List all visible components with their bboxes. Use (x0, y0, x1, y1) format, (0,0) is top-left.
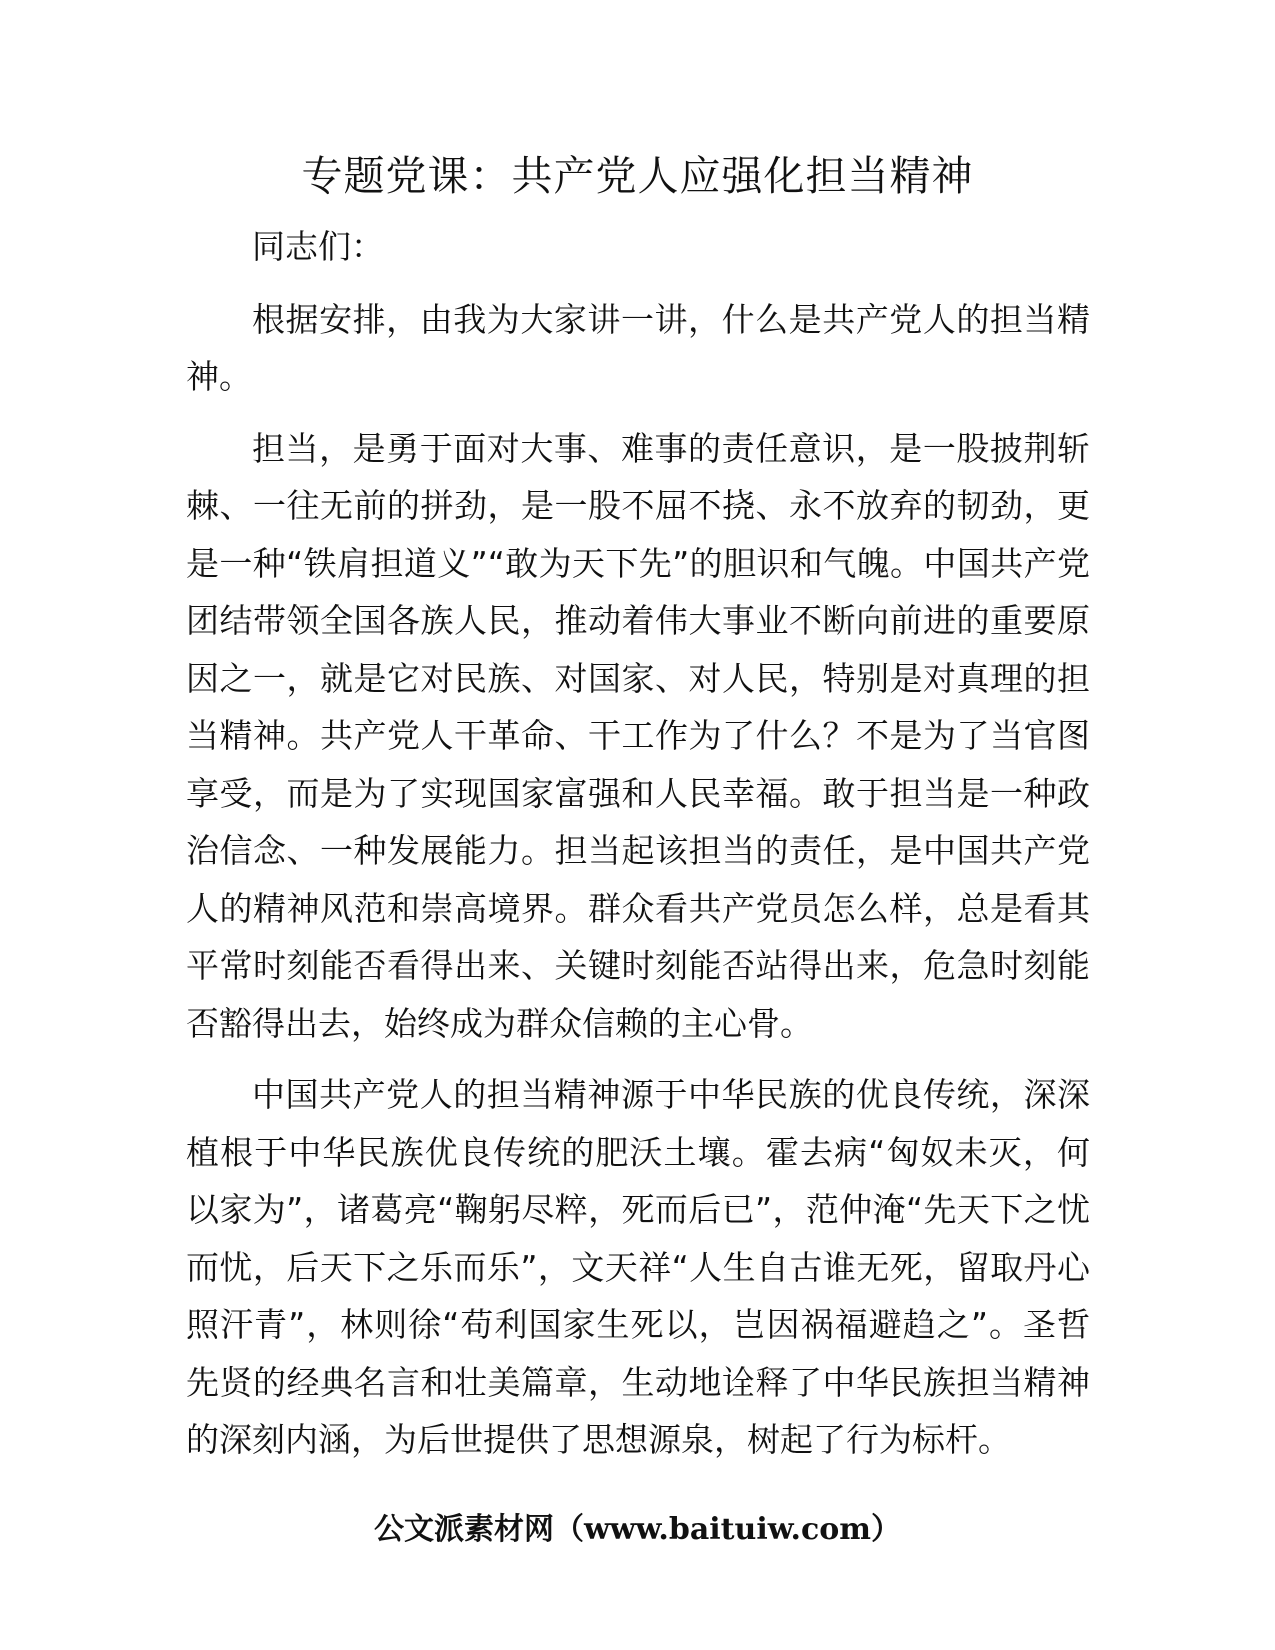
document-body (186, 218, 1090, 1483)
salutation: 同志们： (252, 227, 384, 266)
paragraph-tradition: 中国共产党人的担当精神源于中华民族的优良传统，深深植根于中华民族优良传统的肥沃土壤。霍去病“匈奴未灭，何以家为”，诸葛亮“鞠躬尽粹，死而后已”，范仲淹“先天下之忧而忧，后天下之乐而乐”，文天祥“人生自古谁无死，留取丹心照汗青”，林则徐“苟利国家生死以，岂因祸福避趋之”。圣哲先贤的经典名言和壮美篇章，生动地诠释了中华民族担当精神的深刻内涵，为后世提供了思想源泉，树起了行为标杆。 (186, 1075, 1090, 1459)
document-title: 专题党课：共产党人应强化担当精神 (301, 152, 974, 200)
paragraph-intro: 根据安排，由我为大家讲一讲，什么是共产党人的担当精神。 (186, 299, 1090, 396)
paragraph-definition: 担当，是勇于面对大事、难事的责任意识，是一股披荆斩棘、一往无前的拼劲，是一股不屈不挠、永不放弃的韧劲，更是一种“铁肩担道义”“敢为天下先”的胆识和气魄。中国共产党团结带领全国各族人民，推动着伟大事业不断向前进的重要原因之一，就是它对民族、对国家、对人民，特别是对真理的担当精神。共产党人干革命、干工作为了什么？不是为了当官图享受，而是为了实现国家富强和人民幸福。敢于担当是一种政治信念、一种发展能力。担当起该担当的责任，是中国共产党人的精神风范和崇高境界。群众看共产党员怎么样，总是看其平常时刻能否看得出来、关键时刻能否站得出来，危急时刻能否豁得出去，始终成为群众信赖的主心骨。 (186, 428, 1090, 1043)
footer-watermark: 公文派素材网（www.baituiw.com） (373, 1512, 902, 1547)
